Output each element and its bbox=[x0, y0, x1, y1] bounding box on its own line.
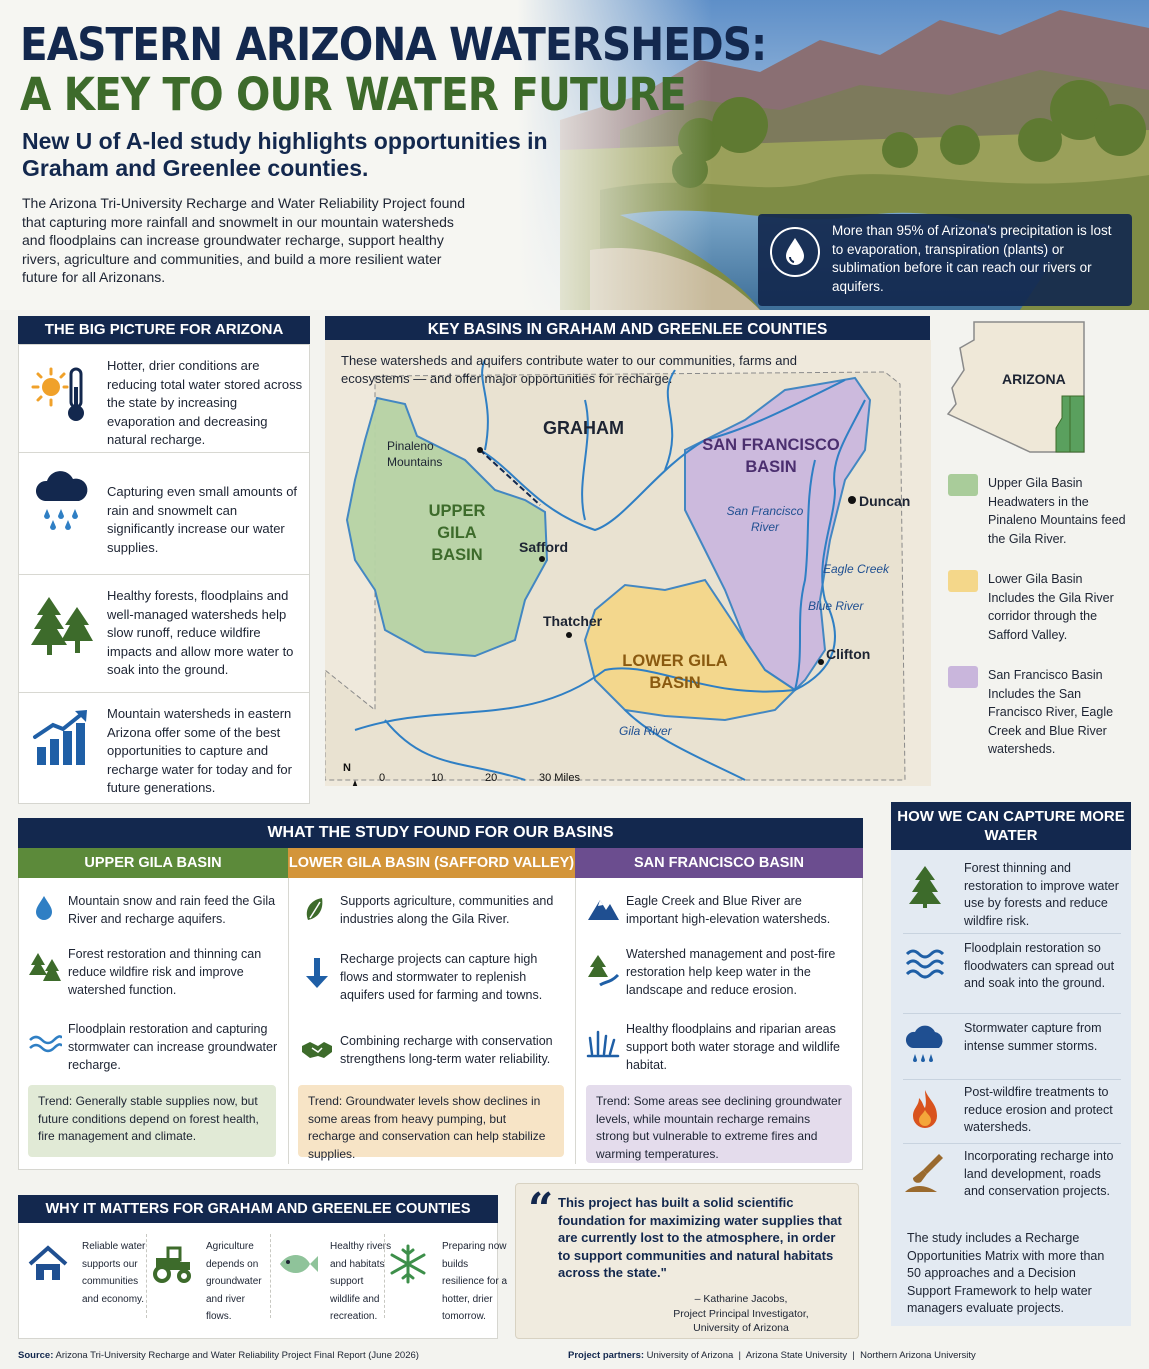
how-item-text: Stormwater capture from intense summer storms. bbox=[964, 1021, 1102, 1053]
how-item bbox=[903, 940, 1121, 1014]
why-item-text: Reliable water supports our communities and economy. bbox=[82, 1241, 146, 1305]
water-drop-icon bbox=[28, 892, 62, 926]
scale-label-30: 30 Miles bbox=[539, 772, 580, 784]
house-icon bbox=[26, 1242, 70, 1286]
why-item-text: Healthy rivers and habitats support wildlife and recreation. bbox=[330, 1241, 392, 1322]
sf-label-line1: SAN FRANCISCO bbox=[702, 436, 840, 454]
page-subtitle: New U of A-led study highlights opportunities in Graham and Greenlee counties. bbox=[22, 128, 548, 181]
why-divider bbox=[384, 1234, 385, 1318]
quote-org: University of Arizona bbox=[693, 1322, 789, 1334]
quote-name: – Katharine Jacobs, bbox=[694, 1293, 788, 1305]
study-item-text: Watershed management and post-fire restoration help keep water in the landscape and reduce erosion. bbox=[626, 947, 836, 997]
big-picture-header: THE BIG PICTURE FOR ARIZONA bbox=[18, 316, 310, 344]
how-footer-text: The study includes a Recharge Opportunities Matrix with more than 50 approaches and a Decision Support Framework to help water managers evaluate projects. bbox=[907, 1231, 1105, 1315]
snowflake-icon bbox=[386, 1242, 430, 1286]
blue-river-label: Blue River bbox=[808, 599, 864, 613]
why-divider bbox=[270, 1234, 271, 1318]
column-header-lower-gila: LOWER GILA BASIN (SAFFORD VALLEY) bbox=[288, 848, 575, 878]
study-item-text: Combining recharge with conservation strengthens long-term water reliability. bbox=[340, 1034, 553, 1066]
rain-cloud-icon bbox=[31, 469, 93, 531]
study-item-text: Recharge projects can capture high flows and stormwater to replenish aquifers used for farming and towns. bbox=[340, 952, 543, 1002]
scale-label-0: 0 bbox=[379, 772, 386, 784]
pinaleno-label-line2: Mountains bbox=[387, 455, 443, 469]
duncan-label: Duncan bbox=[859, 493, 911, 509]
how-item-text: Forest thinning and restoration to improve water use by forests and reduce wildfire risk. bbox=[964, 861, 1119, 928]
legend-swatch-san-francisco bbox=[948, 666, 978, 688]
study-item-text: Forest restoration and thinning can reduce wildfire risk and improve watershed function. bbox=[68, 947, 262, 997]
lower-gila-label-line1: LOWER GILA bbox=[622, 652, 728, 670]
big-picture-item bbox=[19, 575, 309, 693]
leaf-icon bbox=[300, 892, 334, 926]
waves-icon bbox=[28, 1024, 62, 1058]
county-label: GRAHAM bbox=[543, 418, 624, 438]
legend-text bbox=[988, 474, 1138, 548]
trees-icon bbox=[31, 595, 93, 657]
wetland-grass-icon bbox=[586, 1026, 620, 1060]
trend-upper-gila: Trend: Generally stable supplies now, but future conditions depend on forest health, fire management and climate. bbox=[28, 1085, 276, 1157]
quote-text: This project has built a solid scientific foundation for maximizing water supplies that are currently lost to the atmosphere, in order to support communities and natural habitats across the state." bbox=[558, 1195, 842, 1280]
legend-title: San Francisco Basin bbox=[988, 668, 1103, 682]
key-basins-header: KEY BASINS IN GRAHAM AND GREENLEE COUNTIES bbox=[325, 316, 930, 344]
big-picture-text: Capturing even small amounts of rain and snowmelt can significantly increase our water supplies. bbox=[107, 484, 298, 555]
study-item-text: Healthy floodplains and riparian areas support both water storage and wildlife habitat. bbox=[626, 1022, 841, 1072]
quote-attribution bbox=[636, 1292, 846, 1336]
lower-gila-basin-label bbox=[621, 650, 729, 694]
sf-river-label-line2: River bbox=[750, 520, 779, 534]
north-arrow-label: N bbox=[343, 762, 351, 774]
footer-partners-text: University of Arizona | Arizona State University | Northern Arizona University bbox=[646, 1350, 976, 1361]
study-item-text: Supports agriculture, communities and industries along the Gila River. bbox=[340, 894, 554, 926]
sun-thermometer-icon bbox=[31, 363, 93, 425]
quote-mark-icon: “ bbox=[528, 1184, 554, 1235]
handshake-icon bbox=[300, 1032, 334, 1066]
how-item-text: Incorporating recharge into land development, roads and conservation projects. bbox=[964, 1149, 1114, 1198]
clifton-label: Clifton bbox=[826, 646, 871, 662]
arrow-down-icon bbox=[300, 956, 334, 990]
quote-role: Project Principal Investigator, bbox=[673, 1307, 809, 1320]
fire-icon bbox=[903, 1088, 947, 1132]
legend-title: Lower Gila Basin bbox=[988, 572, 1083, 586]
mountain-icon bbox=[586, 892, 620, 926]
scale-label-20: 20 bbox=[485, 772, 498, 784]
hero-banner bbox=[0, 0, 1149, 310]
legend-swatch-upper-gila bbox=[948, 474, 978, 496]
tractor-icon bbox=[150, 1242, 194, 1286]
footer-source-label: Source: bbox=[18, 1350, 54, 1361]
tree-river-icon bbox=[586, 953, 620, 987]
big-picture-item bbox=[19, 467, 309, 575]
big-picture-text: Hotter, drier conditions are reducing total water stored across the state by increasing evaporation and decreasing natural recharge. bbox=[107, 358, 303, 447]
san-francisco-river-label bbox=[715, 503, 815, 535]
study-item-text: Floodplain restoration and capturing stormwater can increase groundwater recharge. bbox=[68, 1022, 278, 1072]
pinaleno-label-line1: Pinaleno bbox=[387, 439, 434, 453]
growth-chart-icon bbox=[31, 707, 93, 769]
footer-source bbox=[18, 1350, 419, 1361]
upper-gila-basin-label bbox=[409, 500, 505, 566]
big-picture-text: Healthy forests, floodplains and well-managed watersheds help slow runoff, reduce wildfire impacts and allow more water to soak into the ground. bbox=[107, 588, 294, 677]
trend-san-francisco: Trend: Some areas see declining groundwater levels, while mountain recharge remains strong but vulnerable to extreme fires and warming temperatures. bbox=[586, 1085, 852, 1163]
sf-label-line2: BASIN bbox=[745, 458, 797, 476]
arizona-inset-map bbox=[944, 318, 1092, 458]
shovel-icon bbox=[903, 1152, 947, 1196]
footer-source-text: Arizona Tri-University Recharge and Water Reliability Project Final Report (June 2026) bbox=[55, 1350, 419, 1361]
safford-label: Safford bbox=[519, 539, 568, 555]
waves-icon bbox=[903, 944, 947, 988]
why-header: WHY IT MATTERS FOR GRAHAM AND GREENLEE COUNTIES bbox=[18, 1195, 498, 1223]
why-divider bbox=[146, 1234, 147, 1318]
sf-river-label-line1: San Francisco bbox=[726, 504, 804, 518]
scale-label-10: 10 bbox=[431, 772, 444, 784]
how-item bbox=[903, 1020, 1121, 1080]
how-item bbox=[903, 1084, 1121, 1144]
how-item bbox=[903, 1148, 1121, 1220]
quote-box bbox=[515, 1183, 859, 1339]
study-item-text: Mountain snow and rain feed the Gila River and recharge aquifers. bbox=[68, 894, 276, 926]
upper-gila-label-line2: BASIN bbox=[431, 546, 483, 564]
lower-gila-label-line2: BASIN bbox=[649, 674, 701, 692]
legend-desc: Headwaters in the Pinaleno Mountains feed the Gila River. bbox=[988, 494, 1126, 546]
footer-partners bbox=[568, 1350, 976, 1361]
water-drop-icon bbox=[770, 227, 820, 277]
arizona-label: ARIZONA bbox=[1002, 371, 1066, 387]
legend-title: Upper Gila Basin bbox=[988, 476, 1083, 490]
how-item-text: Floodplain restoration so floodwaters can spread out and soak into the ground. bbox=[964, 941, 1115, 990]
callout-text: More than 95% of Arizona's precipitation is lost to evaporation, transpiration (plants) or sublimation before it can reach our rivers or aquifers. bbox=[832, 223, 1112, 294]
pinaleno-label bbox=[387, 438, 442, 470]
how-item-text: Post-wildfire treatments to reduce erosion and protect watersheds. bbox=[964, 1085, 1113, 1134]
storm-cloud-icon bbox=[903, 1024, 947, 1068]
trees-icon bbox=[28, 951, 62, 985]
big-picture-text: Mountain watersheds in eastern Arizona offer some of the best opportunities to capture and recharge water for today and for future generations. bbox=[107, 706, 292, 795]
legend-swatch-lower-gila bbox=[948, 570, 978, 592]
legend-text bbox=[988, 570, 1138, 644]
map-intro-text: These watersheds and aquifers contribute water to our communities, farms and ecosystems — and offer major opportunities for recharge. bbox=[341, 353, 797, 386]
basin-map bbox=[325, 340, 931, 786]
eagle-creek-label: Eagle Creek bbox=[823, 562, 890, 576]
thatcher-label: Thatcher bbox=[543, 613, 603, 629]
why-item-text: Preparing now builds resilience for a hotter, drier tomorrow. bbox=[442, 1241, 508, 1322]
column-header-upper-gila: UPPER GILA BASIN bbox=[18, 848, 288, 878]
page-title-line1: EASTERN ARIZONA WATERSHEDS: bbox=[20, 18, 767, 71]
study-header: WHAT THE STUDY FOUND FOR OUR BASINS bbox=[18, 818, 863, 848]
legend-desc: Includes the Gila River corridor through the Safford Valley. bbox=[988, 590, 1114, 642]
fish-icon bbox=[274, 1242, 318, 1286]
precipitation-callout bbox=[758, 214, 1132, 306]
legend-text bbox=[988, 666, 1138, 759]
upper-gila-label-line1: UPPER GILA bbox=[428, 502, 486, 542]
intro-paragraph: The Arizona Tri-University Recharge and Water Reliability Project found that capturing more rainfall and snowmelt in our mountain watersheds and floodplains can increase groundwater recharge, support healthy rivers, agriculture and communities, and build a more resilient water future for all Arizonans. bbox=[22, 195, 466, 285]
big-picture-panel bbox=[18, 344, 310, 804]
trend-lower-gila: Trend: Groundwater levels show declines in some areas from heavy pumping, but recharge and conservation can help stabilize supplies. bbox=[298, 1085, 564, 1157]
why-item-text: Agriculture depends on groundwater and river flows. bbox=[206, 1241, 262, 1322]
san-francisco-basin-label bbox=[697, 434, 845, 478]
big-picture-item bbox=[19, 345, 309, 453]
legend-desc: Includes the San Francisco River, Eagle Creek and Blue River watersheds. bbox=[988, 686, 1114, 756]
how-item bbox=[903, 860, 1121, 934]
how-header: HOW WE CAN CAPTURE MORE WATER bbox=[891, 802, 1131, 850]
page-title-line2: A KEY TO OUR WATER FUTURE bbox=[20, 68, 686, 121]
footer-partners-label: Project partners: bbox=[568, 1350, 645, 1361]
column-header-san-francisco: SAN FRANCISCO BASIN bbox=[575, 848, 863, 878]
column-divider bbox=[575, 878, 576, 1164]
column-divider bbox=[288, 878, 289, 1164]
how-panel bbox=[891, 802, 1131, 1326]
study-item-text: Eagle Creek and Blue River are important high-elevation watersheds. bbox=[626, 894, 831, 926]
gila-river-label: Gila River bbox=[619, 724, 672, 738]
pine-tree-icon bbox=[903, 864, 947, 908]
big-picture-item bbox=[19, 693, 309, 803]
